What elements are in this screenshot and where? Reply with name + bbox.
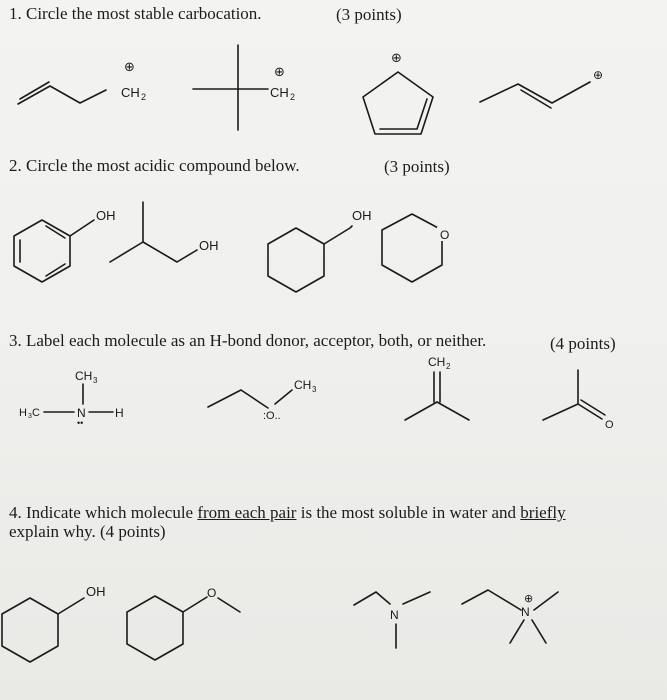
hydroxyl-label: OH bbox=[96, 208, 116, 223]
question-3-text: Label each molecule as an H-bond donor, acceptor, both, or neither. bbox=[26, 331, 487, 350]
lone-pair-dots: •• bbox=[77, 418, 84, 428]
hydroxyl-label: OH bbox=[86, 584, 106, 599]
question-2-text: Circle the most acidic compound below. bbox=[26, 156, 300, 175]
ch3-label: CH bbox=[75, 369, 93, 383]
hydrogen-label: H bbox=[115, 406, 124, 420]
ch2-subscript: 2 bbox=[446, 362, 451, 371]
ch2-label: CH bbox=[121, 85, 140, 100]
question-1-text: Circle the most stable carbocation. bbox=[26, 4, 262, 23]
positive-charge-symbol: ⊕ bbox=[124, 59, 135, 74]
question-2-points: (3 points) bbox=[384, 157, 450, 176]
hydroxyl-label: OH bbox=[352, 208, 372, 223]
q1-neopentyl-cation bbox=[193, 45, 295, 130]
q2-tetrahydropyran bbox=[382, 214, 451, 282]
q3-ether bbox=[208, 378, 317, 422]
h3c-subscript: 3 bbox=[28, 413, 32, 420]
question-4-underlined-pair: from each pair bbox=[197, 503, 297, 522]
question-4-line-2: explain why. (4 points) bbox=[9, 522, 166, 541]
question-4-number: 4. bbox=[9, 503, 22, 522]
oxygen-label: O bbox=[440, 228, 450, 242]
question-3-number: 3. bbox=[9, 331, 22, 350]
ch2-subscript: 2 bbox=[141, 92, 147, 102]
question-1-points: (3 points) bbox=[336, 5, 402, 24]
question-4-text-c: is the most soluble in water and bbox=[296, 503, 521, 522]
question-2-number: 2. bbox=[9, 156, 22, 175]
ch3-label: CH bbox=[294, 378, 312, 392]
ch3-subscript: 3 bbox=[312, 385, 317, 394]
h3c-h-label: H bbox=[19, 407, 27, 419]
q2-phenol bbox=[14, 208, 116, 282]
q1-cyclopentadienyl-cation bbox=[363, 50, 433, 134]
ch2-subscript: 2 bbox=[290, 92, 296, 102]
nitrogen-label: N bbox=[77, 406, 86, 420]
ch2-label: CH bbox=[428, 355, 446, 369]
q1-vinyl-cation bbox=[480, 68, 603, 108]
ch2-label: CH bbox=[270, 85, 289, 100]
hydroxyl-label: OH bbox=[199, 238, 219, 253]
q4-amine bbox=[354, 592, 430, 648]
oxygen-with-lone-pairs: :O.. bbox=[263, 410, 281, 422]
q3-alkene bbox=[405, 355, 469, 420]
positive-charge-symbol: ⊕ bbox=[593, 68, 604, 82]
nitrogen-label: N bbox=[390, 608, 399, 622]
question-1-number: 1. bbox=[9, 4, 22, 23]
ch3-subscript: 3 bbox=[93, 376, 98, 385]
q2-cyclohexylmethanol bbox=[268, 208, 372, 292]
q4-cyclohexylmethanol bbox=[2, 584, 106, 662]
question-4-text-a: Indicate which molecule bbox=[26, 503, 198, 522]
positive-charge-symbol: ⊕ bbox=[524, 593, 534, 605]
q2-alcohol-chain bbox=[110, 202, 219, 262]
q3-ketone bbox=[543, 370, 614, 431]
h3c-c-label: C bbox=[32, 407, 40, 419]
q4-cyclohexyl-ether bbox=[127, 586, 240, 660]
question-4-underlined-briefly: briefly bbox=[520, 503, 566, 522]
positive-charge-symbol: ⊕ bbox=[274, 64, 285, 79]
q3-methylamine bbox=[19, 369, 124, 428]
q4-ammonium bbox=[462, 590, 558, 643]
positive-charge-symbol: ⊕ bbox=[391, 50, 402, 65]
oxygen-label: O bbox=[605, 419, 614, 431]
nitrogen-label: N bbox=[521, 605, 530, 619]
q1-allyl-cation bbox=[18, 59, 146, 104]
question-3-points: (4 points) bbox=[550, 334, 616, 353]
oxygen-label: O bbox=[207, 586, 217, 600]
